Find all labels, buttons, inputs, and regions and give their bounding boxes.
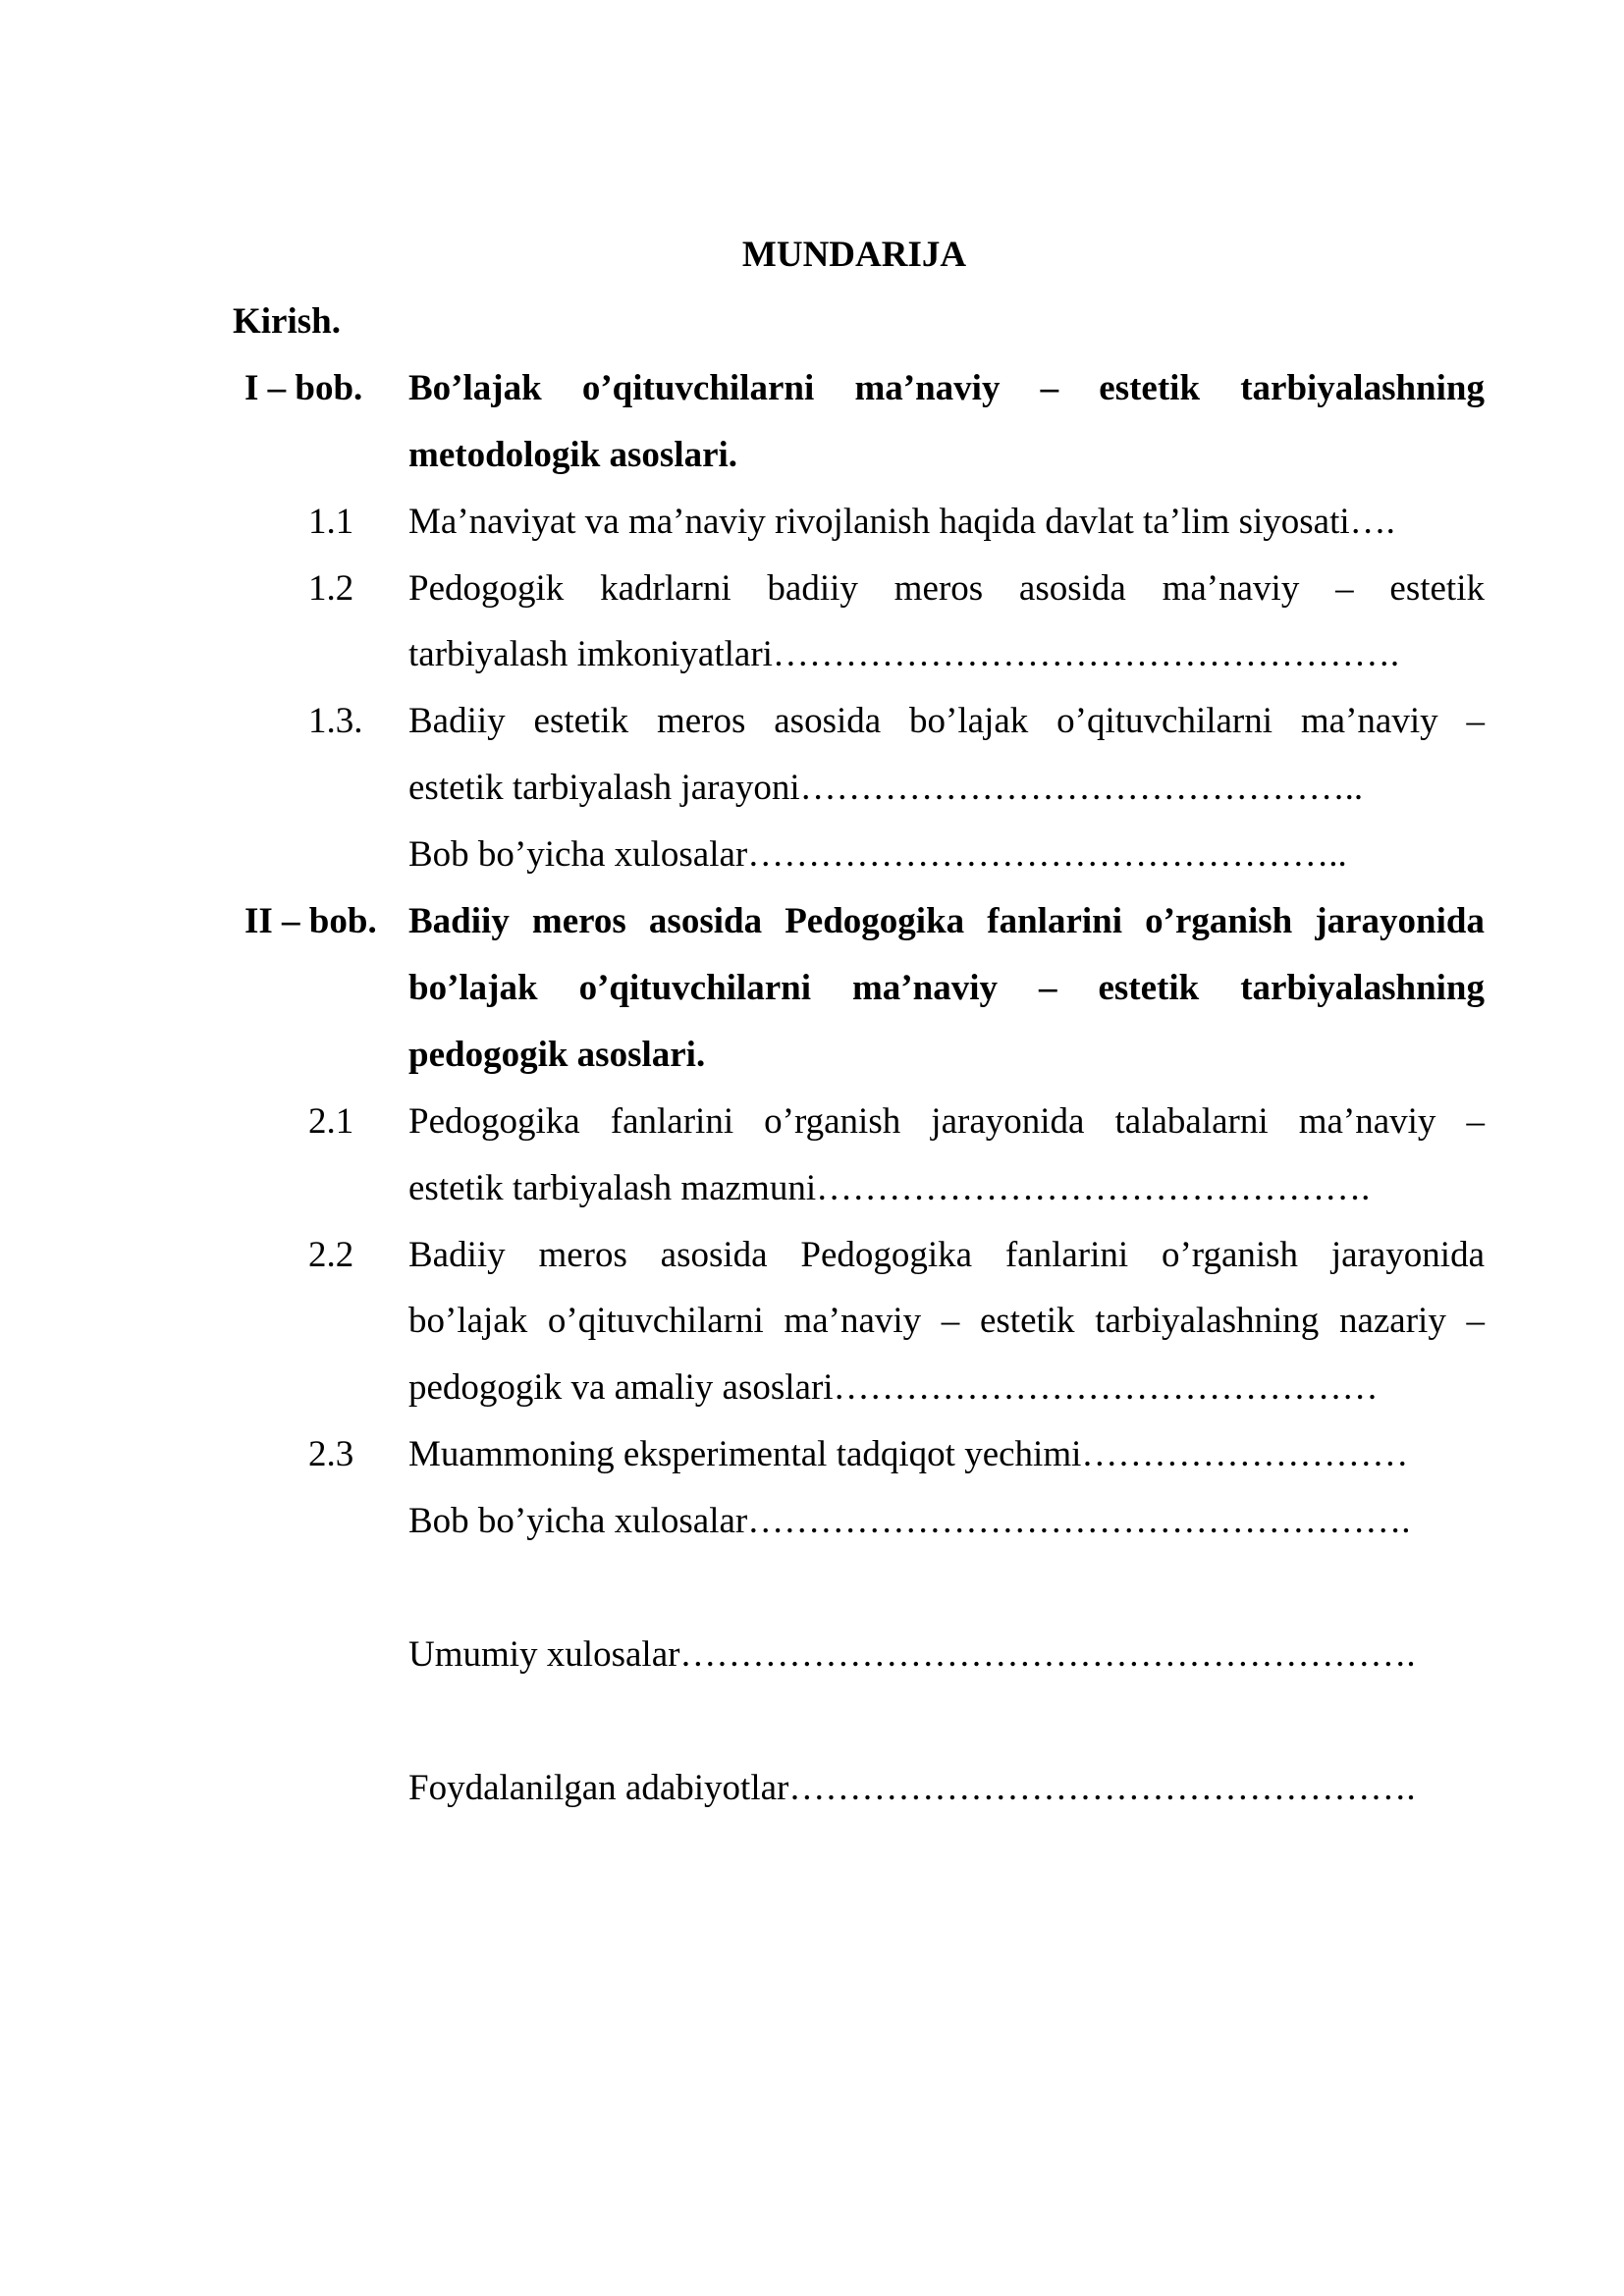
chapter-2-title-line-3: pedogogik asoslari. [408, 1035, 706, 1075]
section-1-2-title-line-1: Pedogogik kadrlarni badiiy meros asosida ma’naviy – estetik [408, 568, 1485, 609]
section-2-3-title: Muammoning eksperimental tadqiqot yechimi……………………… [408, 1434, 1409, 1474]
section-2-2-number: 2.2 [308, 1235, 354, 1275]
chapter-2-title-line-2: bo’lajak o’qituvchilarni ma’naviy – estetik tarbiyalashning [408, 968, 1485, 1008]
chapter-1-label: I – bob. [244, 368, 363, 408]
section-1-1-title: Ma’naviyat va ma’naviy rivojlanish haqida davlat ta’lim siyosati…. [408, 502, 1395, 542]
page-title: MUNDARIJA [741, 235, 967, 275]
toc-intro: Kirish. [233, 301, 341, 342]
section-2-1-title-line-2: estetik tarbiyalash mazmuni………………………………………. [408, 1168, 1371, 1208]
section-1-3-title-line-2: estetik tarbiyalash jarayoni……………………………………….. [408, 768, 1364, 808]
section-2-2-title-line-1: Badiiy meros asosida Pedogogika fanlarini o’rganish jarayonida [408, 1235, 1485, 1275]
section-1-1-number: 1.1 [308, 502, 354, 542]
section-2-2-title-line-3: pedogogik va amaliy asoslari……………………………………… [408, 1367, 1379, 1408]
section-2-1-number: 2.1 [308, 1101, 354, 1142]
section-1-3-title-line-1: Badiiy estetik meros asosida bo’lajak o’qituvchilarni ma’naviy – [408, 701, 1485, 741]
chapter-1-conclusions: Bob bo’yicha xulosalar………………………………………….. [408, 834, 1347, 875]
chapter-1-title-line-2: metodologik asoslari. [408, 435, 738, 475]
general-conclusions: Umumiy xulosalar……………………………………………………. [408, 1634, 1416, 1675]
references: Foydalanilgan adabiyotlar……………………………………………. [408, 1768, 1416, 1808]
section-1-3-number: 1.3. [308, 701, 363, 741]
section-2-1-title-line-1: Pedogogika fanlarini o’rganish jarayonida talabalarni ma’naviy – [408, 1101, 1485, 1142]
chapter-1-title-line-1: Bo’lajak o’qituvchilarni ma’naviy – estetik tarbiyalashning [408, 368, 1485, 408]
section-1-2-title-line-2: tarbiyalash imkoniyatlari……………………………………………. [408, 634, 1400, 674]
section-2-2-title-line-2: bo’lajak o’qituvchilarni ma’naviy – estetik tarbiyalashning nazariy – [408, 1301, 1485, 1341]
chapter-2-conclusions: Bob bo’yicha xulosalar………………………………………………. [408, 1501, 1411, 1541]
section-2-3-number: 2.3 [308, 1434, 354, 1474]
chapter-2-title-line-1: Badiiy meros asosida Pedogogika fanlarini o’rganish jarayonida [408, 901, 1485, 941]
chapter-2-label: II – bob. [244, 901, 377, 941]
section-1-2-number: 1.2 [308, 568, 354, 609]
